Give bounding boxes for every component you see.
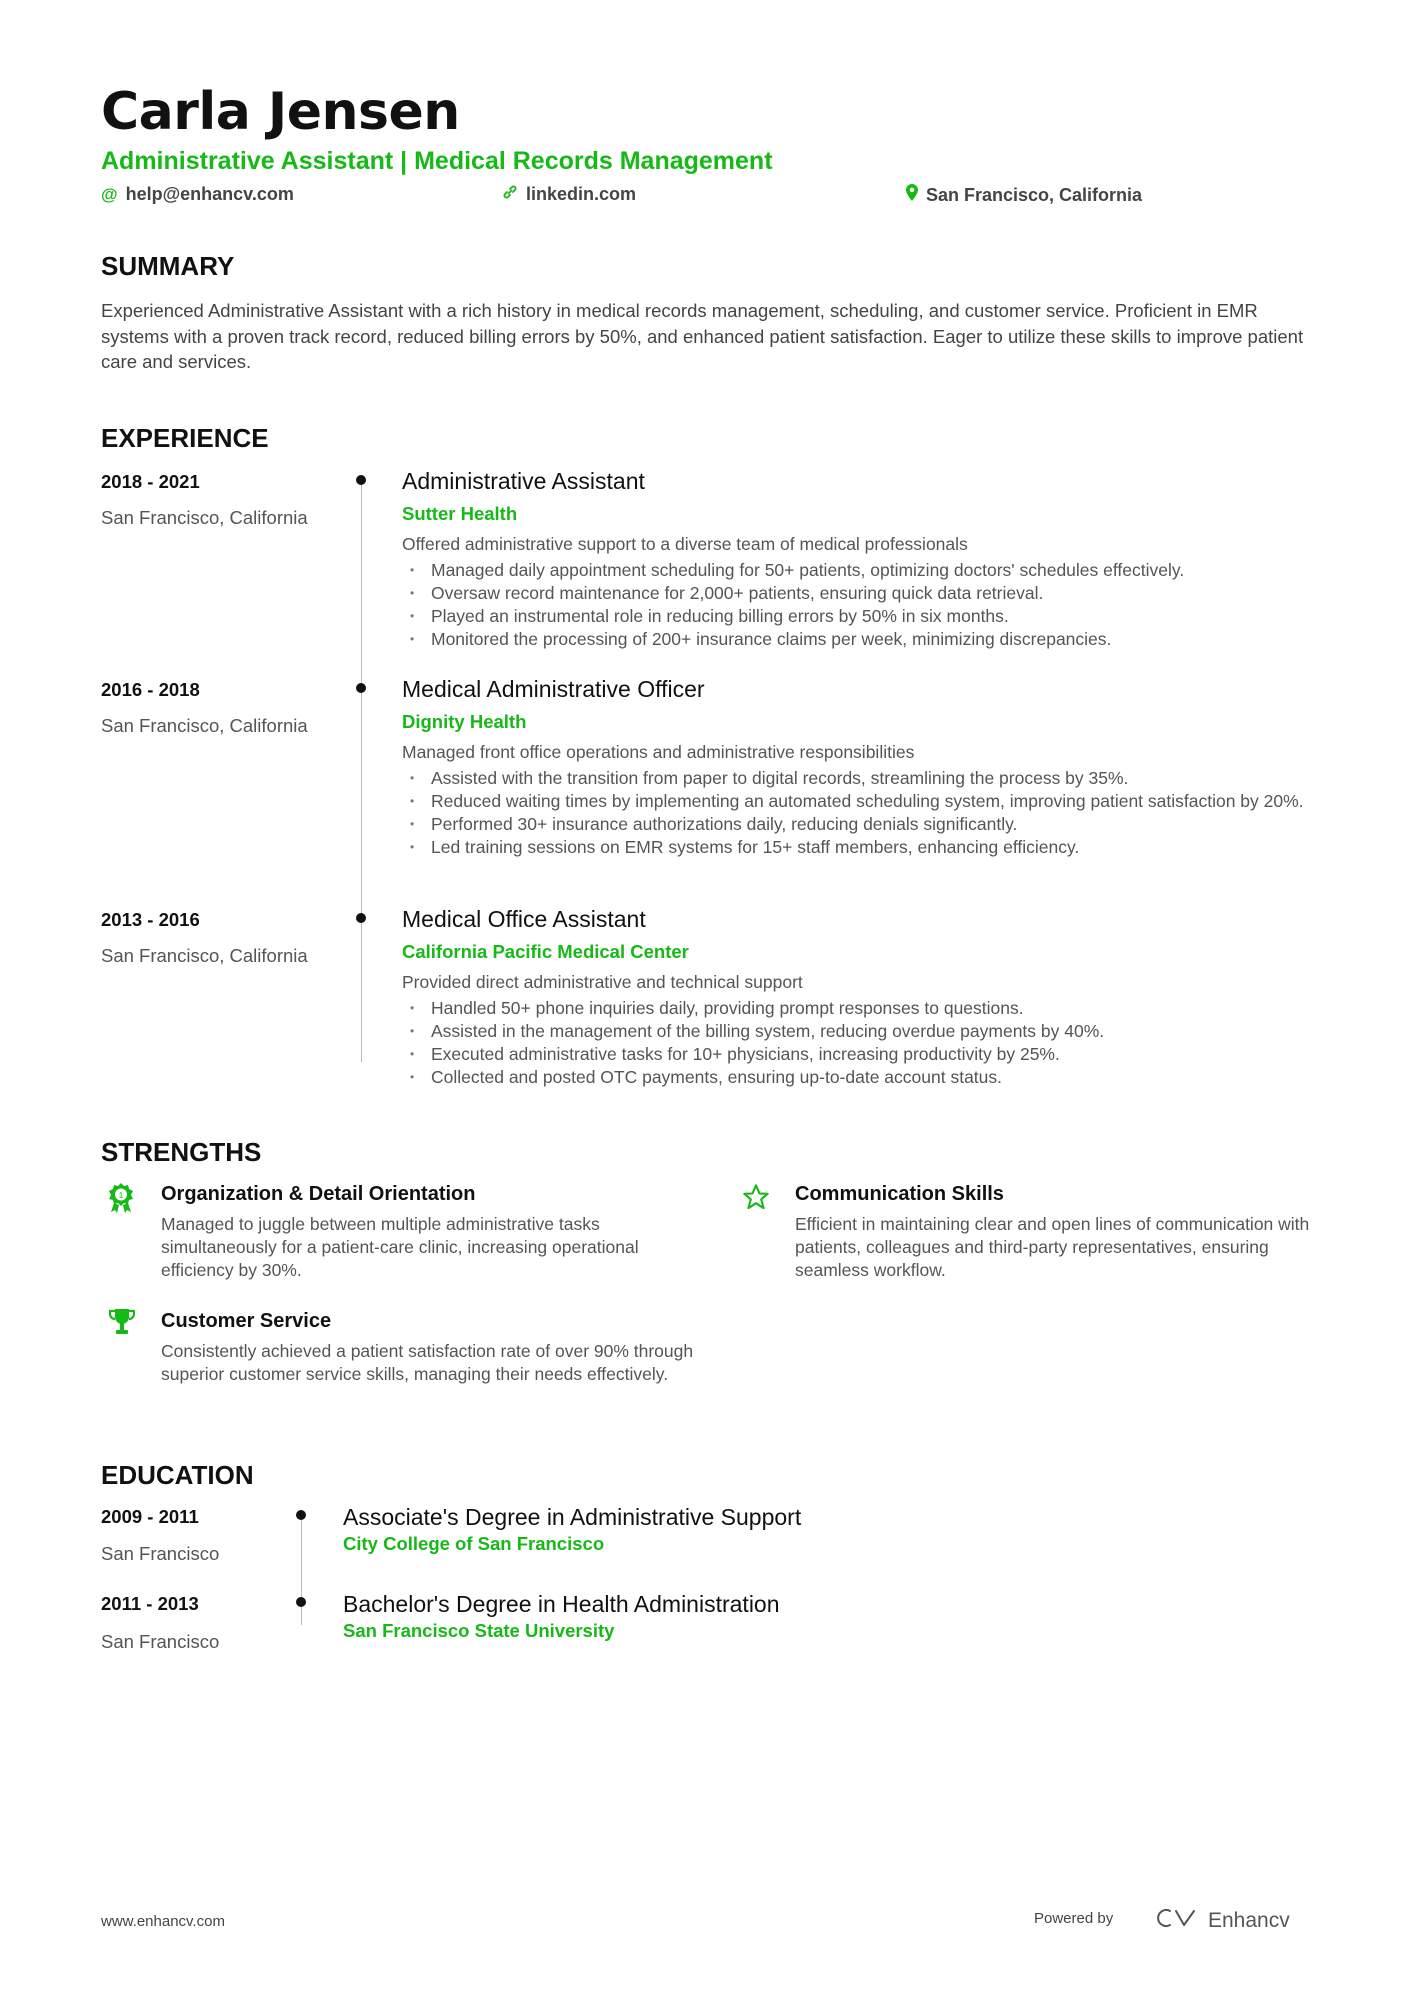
strength-item — [161, 1183, 681, 1282]
bullet: • Oversaw record maintenance for 2,000+ patients, ensuring quick data retrieval. — [402, 582, 1322, 605]
bullet: • Assisted in the management of the billing system, reducing overdue payments by 40%. — [402, 1020, 1322, 1043]
experience-company[interactable]: California Pacific Medical Center — [402, 941, 689, 962]
location-text: San Francisco, California — [926, 184, 1143, 205]
summary-title: SUMMARY — [101, 251, 235, 281]
strengths-title: STRENGTHS — [101, 1137, 262, 1167]
headline: Administrative Assistant | Medical Records Management — [101, 147, 773, 175]
experience-role: Administrative Assistant — [402, 468, 645, 494]
experience-bullets — [402, 767, 1322, 859]
summary-text: Experienced Administrative Assistant with a rich history in medical records management, scheduling, and customer service. Proficient in EMR systems with a proven track record, reduced billing errors by 50%, and enhanced patient satisfaction. Eager to utilize these skills to improve patient care and services. — [101, 300, 1304, 372]
experience-role: Medical Office Assistant — [402, 906, 646, 932]
email-text: help@enhancv.com — [125, 184, 294, 204]
experience-entry — [402, 676, 1322, 859]
experience-location: San Francisco, California — [101, 507, 308, 528]
bullet: • Reduced waiting times by implementing an automated scheduling system, improving patient satisfaction by 20%. — [402, 790, 1322, 813]
experience-role: Medical Administrative Officer — [402, 676, 705, 702]
education-dates: 2011 - 2013 — [101, 1593, 199, 1614]
bullet: • Monitored the processing of 200+ insurance claims per week, minimizing discrepancies. — [402, 628, 1322, 651]
experience-dates: 2016 - 2018 — [101, 679, 200, 700]
award-ribbon-icon — [108, 1183, 134, 1218]
experience-title: EXPERIENCE — [101, 423, 269, 453]
at-icon: @ — [101, 184, 118, 204]
strength-title: Organization & Detail Orientation — [161, 1183, 476, 1205]
star-icon — [742, 1183, 770, 1216]
bullet: • Handled 50+ phone inquiries daily, providing prompt responses to questions. — [402, 997, 1322, 1020]
enhancv-brand-text: Enhancv — [1208, 1909, 1290, 1932]
education-school[interactable]: San Francisco State University — [343, 1620, 615, 1641]
strength-text: Managed to juggle between multiple administrative tasks simultaneously for a patient-care clinic, increasing operational efficiency by 30%. — [161, 1214, 639, 1280]
education-location: San Francisco — [101, 1543, 220, 1564]
bullet: • Assisted with the transition from paper to digital records, streamlining the process by 35%. — [402, 767, 1322, 790]
contact-linkedin[interactable] — [502, 184, 636, 205]
education-location: San Francisco — [101, 1631, 220, 1652]
timeline-dot — [296, 1510, 306, 1520]
experience-description: Provided direct administrative and technical support — [402, 972, 803, 992]
svg-text:1: 1 — [118, 1191, 124, 1200]
strength-text: Consistently achieved a patient satisfaction rate of over 90% through superior customer service skills, managing their needs effectively. — [161, 1341, 694, 1384]
experience-location: San Francisco, California — [101, 945, 308, 966]
bullet: • Performed 30+ insurance authorizations daily, reducing denials significantly. — [402, 813, 1322, 836]
experience-description: Offered administrative support to a diverse team of medical professionals — [402, 534, 968, 554]
footer-website-link[interactable]: www.enhancv.com — [101, 1913, 225, 1930]
link-icon — [502, 184, 518, 205]
timeline-dot — [356, 475, 366, 485]
education-degree: Bachelor's Degree in Health Administration — [343, 1591, 780, 1617]
strength-item — [161, 1310, 701, 1386]
enhancv-logo[interactable] — [1154, 1906, 1290, 1936]
education-degree: Associate's Degree in Administrative Support — [343, 1504, 802, 1530]
contact-location — [906, 184, 1142, 206]
experience-location: San Francisco, California — [101, 715, 308, 736]
experience-dates: 2018 - 2021 — [101, 471, 200, 492]
bullet: • Executed administrative tasks for 10+ physicians, increasing productivity by 25%. — [402, 1043, 1322, 1066]
strength-text: Efficient in maintaining clear and open lines of communication with patients, colleagues and third-party representatives, ensuring seamless workflow. — [795, 1214, 1310, 1280]
education-entry — [343, 1591, 1243, 1642]
experience-timeline-line — [361, 480, 362, 1062]
experience-bullets — [402, 997, 1322, 1089]
experience-description: Managed front office operations and administrative responsibilities — [402, 742, 915, 762]
strength-title: Communication Skills — [795, 1183, 1004, 1205]
experience-entry — [402, 468, 1322, 651]
trophy-icon — [109, 1308, 135, 1341]
education-title: EDUCATION — [101, 1460, 254, 1490]
linkedin-text: linkedin.com — [526, 184, 637, 204]
powered-by-label: Powered by — [1034, 1910, 1114, 1927]
experience-dates: 2013 - 2016 — [101, 909, 200, 930]
experience-bullets — [402, 559, 1322, 651]
education-dates: 2009 - 2011 — [101, 1506, 199, 1527]
strength-item — [795, 1183, 1315, 1282]
bullet: • Managed daily appointment scheduling for 50+ patients, optimizing doctors' schedules effectively. — [402, 559, 1322, 582]
strength-title: Customer Service — [161, 1310, 332, 1332]
enhancv-logo-icon — [1154, 1906, 1200, 1936]
education-school[interactable]: City College of San Francisco — [343, 1533, 605, 1554]
bullet: • Led training sessions on EMR systems for 15+ staff members, enhancing efficiency. — [402, 836, 1322, 859]
experience-company[interactable]: Sutter Health — [402, 503, 518, 524]
experience-entry — [402, 906, 1322, 1089]
education-timeline-line — [301, 1515, 302, 1625]
timeline-dot — [356, 913, 366, 923]
timeline-dot — [356, 683, 366, 693]
timeline-dot — [296, 1597, 306, 1607]
experience-company[interactable]: Dignity Health — [402, 711, 527, 732]
education-entry — [343, 1504, 1243, 1555]
bullet: • Played an instrumental role in reducing billing errors by 50% in six months. — [402, 605, 1322, 628]
candidate-name: Carla Jensen — [101, 82, 460, 142]
bullet: • Collected and posted OTC payments, ensuring up-to-date account status. — [402, 1066, 1322, 1089]
contact-email[interactable] — [101, 184, 294, 205]
location-pin-icon — [906, 184, 918, 206]
